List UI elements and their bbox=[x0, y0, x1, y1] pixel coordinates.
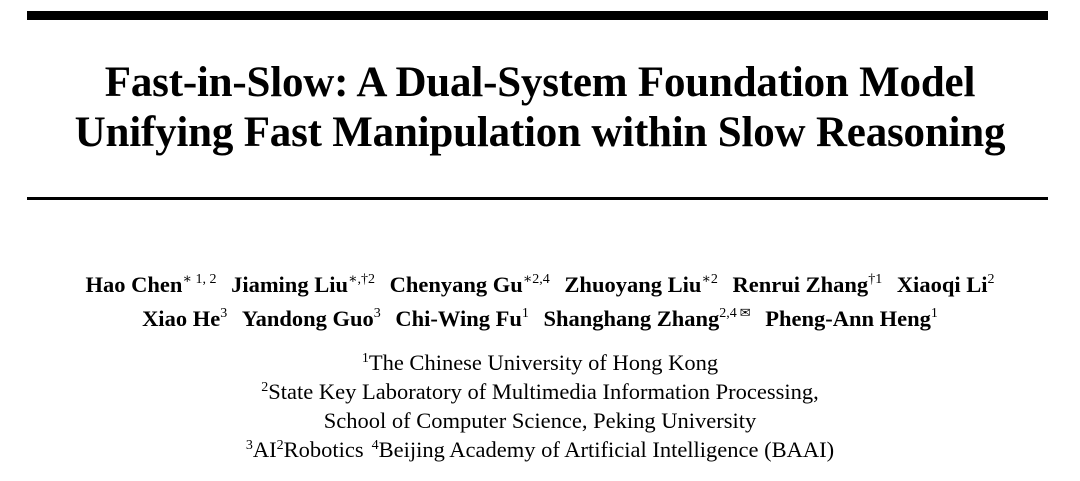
title-bottom-rule bbox=[27, 197, 1048, 200]
affiliation-list bbox=[0, 348, 1080, 464]
author-marks: †1 bbox=[868, 272, 883, 287]
affiliation-inner-mark: 2 bbox=[276, 438, 284, 453]
author-name: Yandong Guo bbox=[241, 306, 374, 331]
author-xiaoqi-li bbox=[897, 272, 995, 297]
author-name: Hao Chen bbox=[85, 272, 183, 297]
author-marks: ∗2,4 bbox=[522, 272, 550, 287]
author-name: Shanghang Zhang bbox=[543, 306, 720, 331]
author-xiao-he bbox=[142, 306, 227, 331]
title-line-1: Fast-in-Slow: A Dual-System Foundation Model bbox=[104, 59, 976, 106]
author-chi-wing-fu bbox=[395, 306, 529, 331]
author-list bbox=[0, 268, 1080, 339]
author-name: Xiao He bbox=[142, 306, 221, 331]
author-marks: 3 bbox=[220, 306, 228, 321]
author-name: Chi-Wing Fu bbox=[395, 306, 522, 331]
author-marks: ∗ 1, 2 bbox=[182, 272, 217, 287]
author-marks: 1 bbox=[521, 306, 529, 321]
affiliation-mark: 1 bbox=[361, 351, 369, 366]
affiliation-text: Beijing Academy of Artificial Intelligence (BAAI) bbox=[378, 437, 835, 462]
affiliation-text: The Chinese University of Hong Kong bbox=[368, 350, 719, 375]
author-row-1 bbox=[0, 268, 1080, 302]
author-yandong-guo bbox=[242, 306, 381, 331]
author-name: Renrui Zhang bbox=[732, 272, 869, 297]
author-row-2 bbox=[0, 302, 1080, 339]
author-name: Xiaoqi Li bbox=[896, 272, 988, 297]
title-line-2: Unifying Fast Manipulation within Slow Reasoning bbox=[74, 109, 1006, 156]
author-marks: ∗,†2 bbox=[347, 272, 375, 287]
paper-title bbox=[0, 58, 1080, 158]
author-shanghang-zhang bbox=[544, 306, 751, 331]
author-name: Chenyang Gu bbox=[389, 272, 523, 297]
author-marks: ∗2 bbox=[701, 272, 718, 287]
affiliation-text: Robotics bbox=[283, 437, 364, 462]
affiliation-text: School of Computer Science, Peking University bbox=[323, 408, 757, 433]
author-renrui-zhang bbox=[733, 272, 883, 297]
affiliation-2 bbox=[0, 377, 1080, 406]
affiliation-mark: 2 bbox=[261, 380, 269, 395]
author-jiaming-liu bbox=[231, 272, 375, 297]
author-zhuoyang-liu bbox=[564, 272, 717, 297]
affiliation-text: State Key Laboratory of Multimedia Information Processing, bbox=[268, 379, 819, 404]
author-marks: 2 bbox=[987, 272, 995, 287]
author-marks: 3 bbox=[373, 306, 381, 321]
affiliation-3-4 bbox=[0, 435, 1080, 464]
author-hao-chen bbox=[86, 272, 217, 297]
envelope-icon: ✉ bbox=[739, 305, 751, 320]
author-name: Zhuoyang Liu bbox=[564, 272, 702, 297]
affiliation-mark: 3 bbox=[245, 438, 253, 453]
author-name: Jiaming Liu bbox=[231, 272, 348, 297]
affiliation-2-continued bbox=[0, 406, 1080, 435]
top-rule bbox=[27, 11, 1048, 20]
author-marks: 2,4 bbox=[719, 306, 737, 321]
author-marks: 1 bbox=[930, 306, 938, 321]
author-name: Pheng-Ann Heng bbox=[765, 306, 931, 331]
affiliation-mark: 4 bbox=[371, 438, 379, 453]
author-pheng-ann-heng bbox=[765, 306, 938, 331]
affiliation-text: AI bbox=[252, 437, 277, 462]
author-chenyang-gu bbox=[390, 272, 550, 297]
affiliation-1 bbox=[0, 348, 1080, 377]
